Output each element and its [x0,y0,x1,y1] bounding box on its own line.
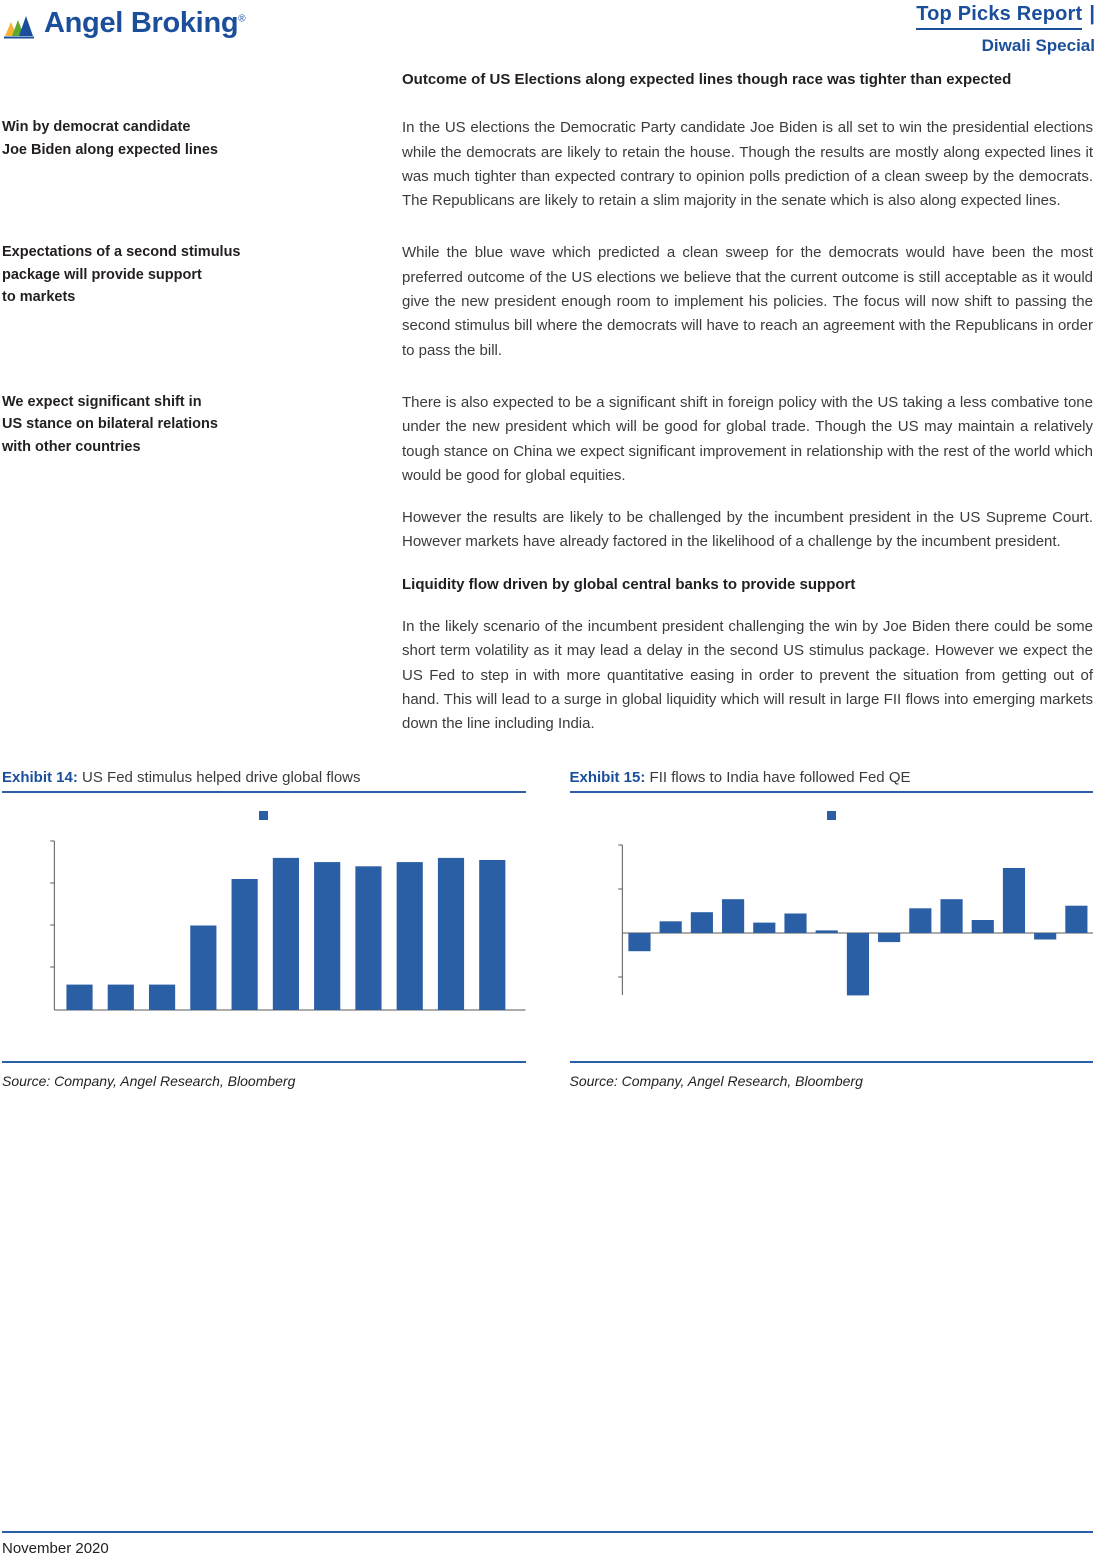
exhibit-15-title [570,769,1094,791]
page-header [0,0,1095,68]
side-note-3-line-2: US stance on bilateral relations [2,416,218,433]
series-marker-icon [827,811,836,820]
article-body [0,68,1095,755]
side-note-2-line-2: package will provide support [2,266,202,283]
liquidity-subheading: Liquidity flow driven by global central banks to provide support [402,575,856,593]
side-note-1 [2,116,402,161]
registered-mark: ® [238,12,246,24]
exhibit-15-label: Exhibit 15: [569,768,646,786]
header-pipe: | [1089,3,1095,25]
exhibit-14-bar-chart [2,827,526,1035]
side-note-1-line-1: Win by democrat candidate [2,119,191,136]
footer-date: November 2020 [2,1540,109,1557]
section-2-paragraph: While the blue wave which predicted a clean sweep for the democrats would have been the most preferred outcome of the US elections we believe that the current outcome is still acceptable as it would give the new president enough room to implement his policies. The focus will now shift to passing the second stimulus bill where the democrats will have to reach an agreement with the Republicans in order to pass the bill. [402,244,1093,359]
brand-logo [2,6,245,40]
exhibit-14-legend [2,793,526,827]
exhibit-15-caption: FII flows to India have followed Fed QE [649,768,911,786]
exhibit-15-source: Source: Company, Angel Research, Bloomberg [569,1072,863,1089]
section-row-1 [2,116,1093,231]
section-row-3 [2,391,1093,755]
side-note-2 [2,241,402,308]
exhibit-15-legend [570,793,1094,827]
exhibit-14-source: Source: Company, Angel Research, Bloomberg [2,1072,296,1089]
exhibit-14-label: Exhibit 14: [2,768,78,786]
side-note-3-line-1: We expect significant shift in [2,393,202,410]
header-title-block [916,2,1095,56]
exhibit-15-bar-chart [570,827,1094,1035]
section-row-2 [2,241,1093,380]
side-note-2-line-3: to markets [2,289,76,306]
article-lead: Outcome of US Elections along expected lines though race was tighter than expected [402,71,1012,88]
lead-row [2,68,1093,116]
series-marker-icon [259,811,268,820]
exhibit-14-title [2,769,526,791]
challenge-paragraph: However the results are likely to be challenged by the incumbent president in the US Supreme Court. However markets have already factored in the likelihood of a challenge by the incumbent president. [402,509,1093,551]
side-note-3 [2,391,402,458]
side-note-2-line-1: Expectations of a second stimulus [2,244,241,261]
report-title: Top Picks Report [916,2,1082,30]
exhibit-15-chart [570,827,1094,1035]
exhibit-14 [2,769,526,1089]
exhibit-15 [570,769,1094,1089]
angel-triangles-logo-icon [2,6,36,40]
liquidity-paragraph: In the likely scenario of the incumbent president challenging the win by Joe Biden there could be some short term volatility as it may lead a delay in the second US stimulus package. However we expect the US Fed to step in with more quantitative easing in order to prevent the situation from getting out of hand. This will lead to a surge in global liquidity which will result in large FII flows into emerging markets down the line including India. [402,618,1093,733]
brand-name [44,7,245,40]
section-1-paragraph: In the US elections the Democratic Party candidate Joe Biden is all set to win the presidential elections while the democrats are likely to retain the house. Though the results are mostly along expected lines it was much tighter than expected contrary to opinion polls prediction of a clean sweep by the democrats. The Republicans are likely to retain a slim majority in the senate which is also along expected lines. [402,119,1093,210]
brand-name-text: Angel Broking [44,6,239,39]
side-note-3-line-3: with other countries [2,438,141,455]
exhibit-14-chart [2,827,526,1035]
page-footer [0,1531,1095,1557]
side-note-1-line-2: Joe Biden along expected lines [2,141,218,158]
exhibits-section [0,769,1095,1089]
section-3-paragraph: There is also expected to be a significant shift in foreign policy with the US taking a less combative tone under the new president which will be good for global trade. Though the US may maintain a relatively tough stance on China we expect significant improvement in relationship with the rest of the world which would be good for global equities. [402,393,1093,484]
exhibit-14-caption: US Fed stimulus helped drive global flows [82,768,361,786]
report-subtitle: Diwali Special [981,36,1095,55]
